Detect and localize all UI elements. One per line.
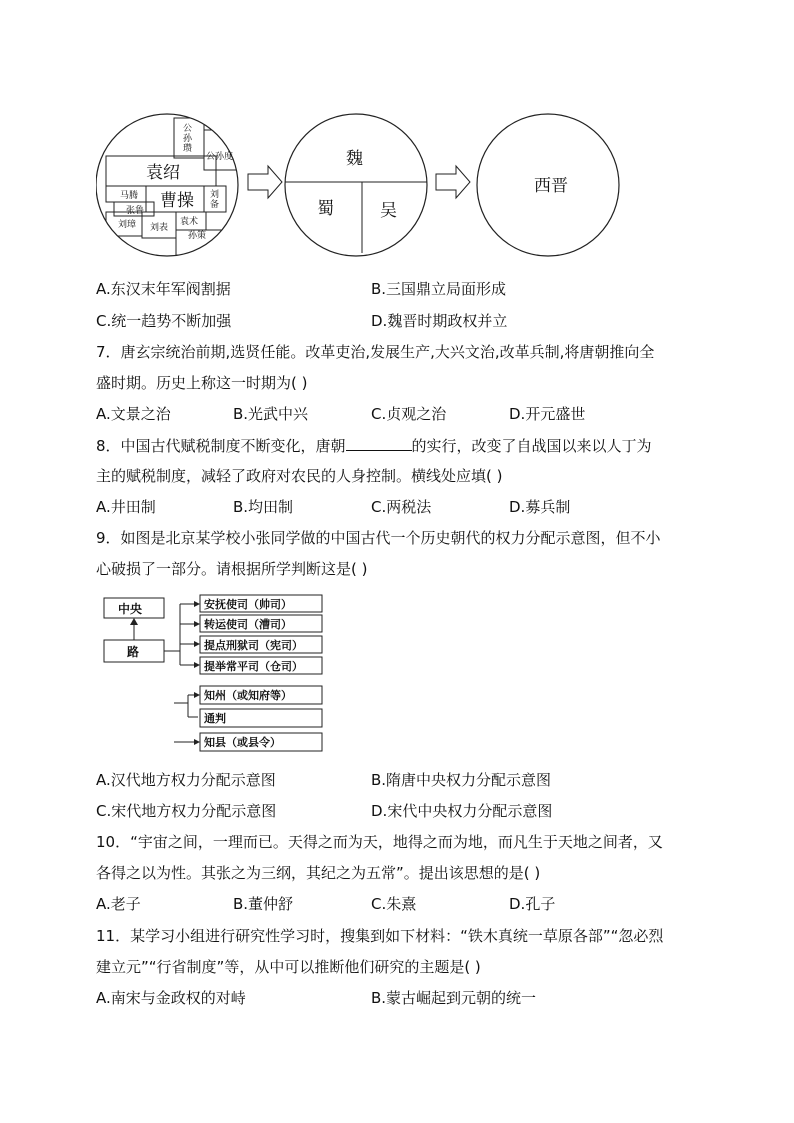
- q8-option-b: B.均田制: [233, 498, 294, 516]
- label-wei: 魏: [346, 149, 363, 169]
- dynasty-transition-figure: [96, 110, 696, 260]
- q10-stem-line1: 10．“宇宙之间，一理而已。天得之而为天，地得之而为地，而凡生于天地之间者，又: [96, 833, 663, 851]
- label-sunce: 孙策: [188, 231, 207, 241]
- q10-option-b: B.董仲舒: [233, 895, 294, 913]
- label-liuzhang: 刘璋: [118, 220, 137, 230]
- q9-stem-line2: 心破损了一部分。请根据所学判断这是( ): [96, 560, 368, 578]
- box-zhixian: 知县（或县令）: [204, 736, 281, 749]
- label-yuanshu: 袁术: [180, 217, 199, 227]
- label-gongsun-zan-3: 瓒: [183, 144, 193, 154]
- power-distribution-diagram: [96, 590, 336, 760]
- box-zhizhou: 知州（或知府等）: [204, 689, 292, 702]
- label-zhanglu: 张鲁: [126, 206, 145, 216]
- arrow-right-icon: [248, 166, 282, 198]
- q6-option-c: C.统一趋势不断加强: [96, 312, 232, 330]
- label-gongsun-zan-1: 公: [183, 124, 193, 134]
- label-caocao: 曹操: [160, 191, 194, 211]
- q10-option-a: A.老子: [96, 895, 141, 913]
- box-office-4: 提举常平司（仓司）: [204, 660, 303, 673]
- label-gongsun-zan-2: 孙: [183, 134, 193, 144]
- q8-option-a: A.井田制: [96, 498, 156, 516]
- q9-option-d: D.宋代中央权力分配示意图: [371, 802, 553, 820]
- box-office-3: 提点刑狱司（宪司）: [204, 639, 303, 652]
- label-yuanshao: 袁绍: [146, 163, 180, 183]
- label-liubei-1: 刘: [210, 190, 220, 200]
- q8-option-d: D.募兵制: [509, 498, 571, 516]
- q6-option-d: D.魏晋时期政权并立: [371, 312, 508, 330]
- q11-option-b: B.蒙古崛起到元朝的统一: [371, 989, 537, 1007]
- label-madeng: 马腾: [120, 191, 139, 201]
- box-center: 中央: [118, 602, 143, 616]
- box-tongpan: 通判: [204, 712, 226, 725]
- q11-option-a: A.南宋与金政权的对峙: [96, 989, 246, 1007]
- q10-option-d: D.孔子: [509, 895, 556, 913]
- box-office-1: 安抚使司（帅司）: [204, 598, 292, 611]
- q8-stem-part2: 的实行，改变了自战国以来以人丁为: [411, 437, 652, 455]
- q7-option-b: B.光武中兴: [233, 405, 309, 423]
- q7-option-d: D.开元盛世: [509, 405, 586, 423]
- q7-option-c: C.贞观之治: [371, 405, 447, 423]
- q7-stem-line2: 盛时期。历史上称这一时期为( ): [96, 374, 308, 392]
- q8-stem-line2: 主的赋税制度，减轻了政府对农民的人身控制。横线处应填( ): [96, 467, 503, 485]
- box-office-2: 转运使司（漕司）: [204, 618, 292, 631]
- q9-option-c: C.宋代地方权力分配示意图: [96, 802, 277, 820]
- q8-answer-blank: [346, 435, 412, 451]
- circle-three-kingdoms: [285, 114, 427, 256]
- circle-warlords: [96, 114, 238, 256]
- q7-stem-line1: 7．唐玄宗统治前期,选贤任能。改革吏治,发展生产,大兴文治,改革兵制,将唐朝推向全: [96, 343, 655, 361]
- q9-option-a: A.汉代地方权力分配示意图: [96, 771, 276, 789]
- q6-option-b: B.三国鼎立局面形成: [371, 280, 507, 298]
- q8-stem-line1: [96, 435, 652, 456]
- box-road: 路: [127, 645, 140, 659]
- q8-option-c: C.两税法: [371, 498, 432, 516]
- label-xijin: 西晋: [534, 176, 568, 196]
- q8-stem-part1: 8．中国古代赋税制度不断变化，唐朝: [96, 437, 346, 455]
- q10-stem-line2: 各得之以为性。其张之为三纲，其纪之为五常”。提出该思想的是( ): [96, 864, 541, 882]
- label-liubiao: 刘表: [150, 223, 169, 233]
- arrow-right-icon: [436, 166, 470, 198]
- q11-stem-line1: 11．某学习小组进行研究性学习时，搜集到如下材料：“铁木真统一草原各部”“忽必烈: [96, 927, 664, 945]
- q10-option-c: C.朱熹: [371, 895, 417, 913]
- q6-option-a: A.东汉末年军阀割据: [96, 280, 231, 298]
- label-shu: 蜀: [317, 199, 334, 219]
- q9-stem-line1: 9．如图是北京某学校小张同学做的中国古代一个历史朝代的权力分配示意图，但不小: [96, 529, 661, 547]
- label-liubei-2: 备: [210, 200, 220, 210]
- label-gongsun-du: 公孙度: [206, 152, 234, 162]
- q7-option-a: A.文景之治: [96, 405, 171, 423]
- q11-stem-line2: 建立元”“行省制度”等，从中可以推断他们研究的主题是( ): [96, 958, 481, 976]
- label-wu: 吴: [380, 201, 397, 221]
- q9-option-b: B.隋唐中央权力分配示意图: [371, 771, 552, 789]
